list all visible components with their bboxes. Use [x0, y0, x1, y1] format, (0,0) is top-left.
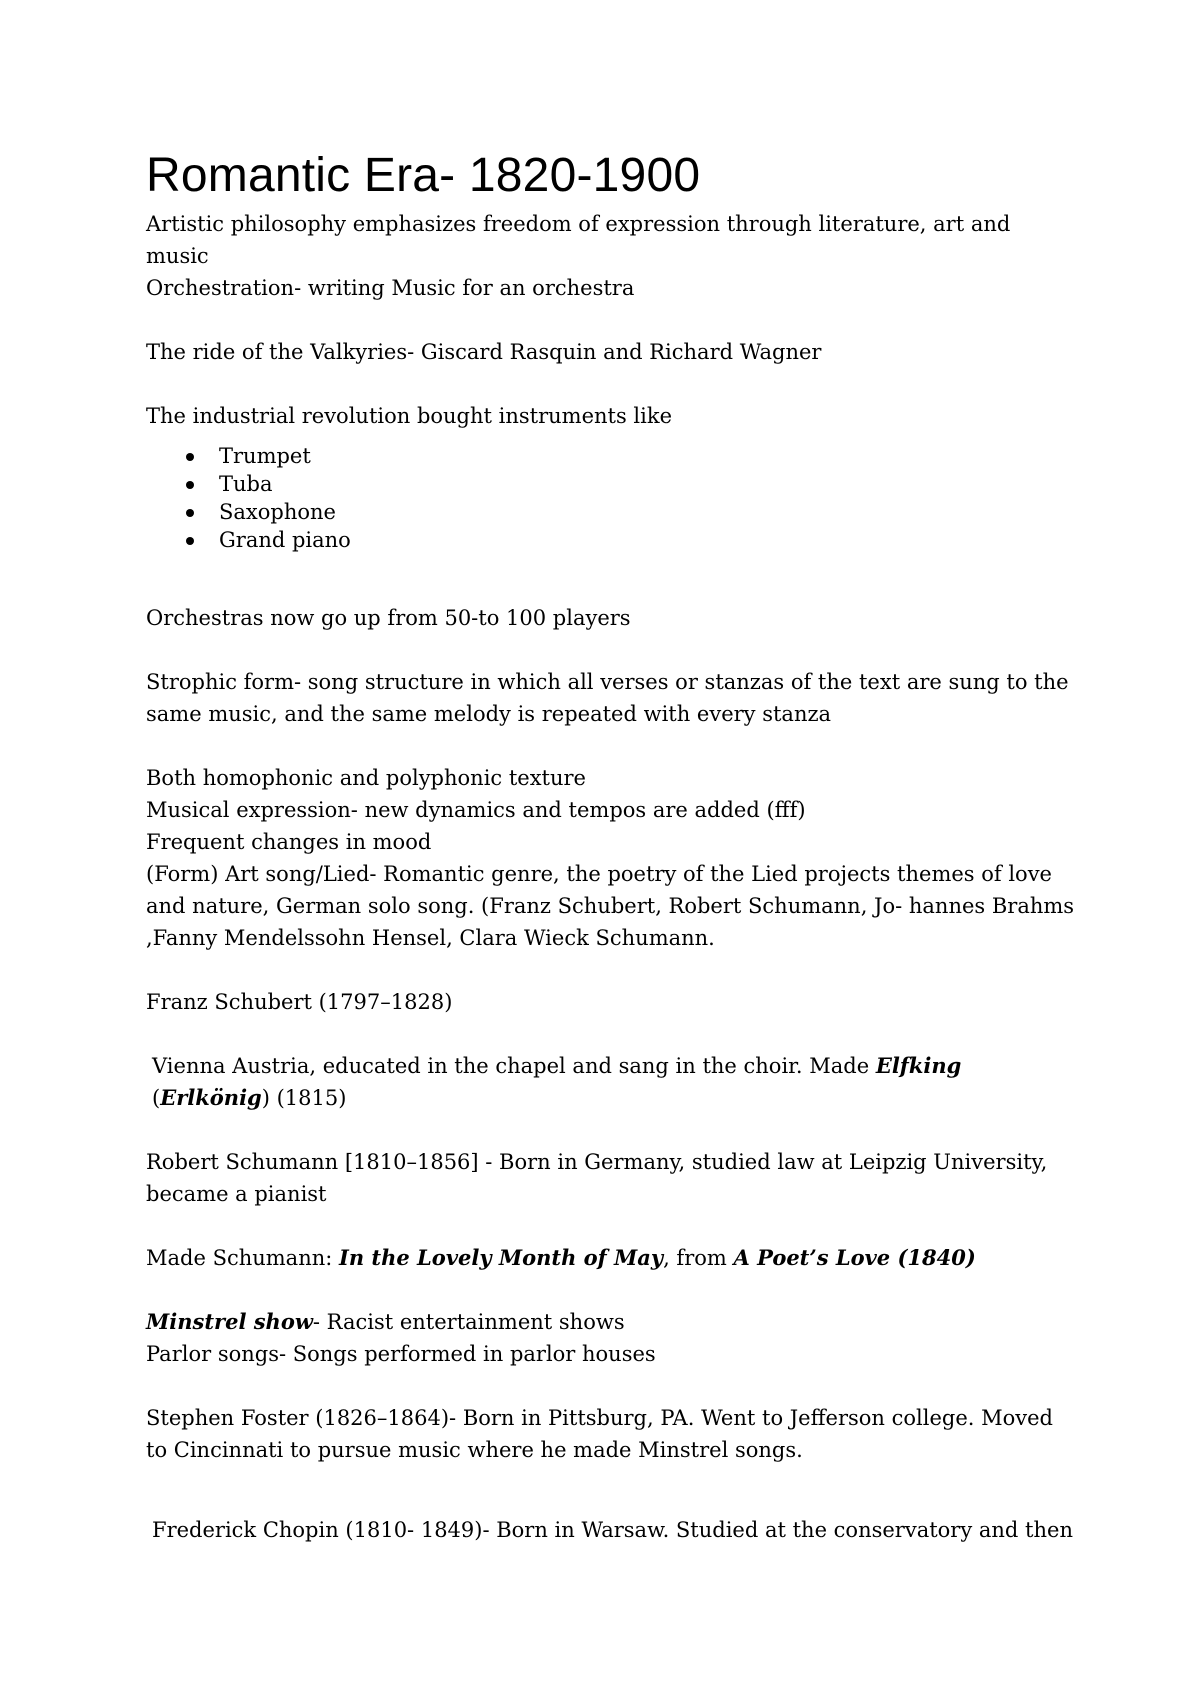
minstrel-definition: - Racist entertainment shows: [312, 1310, 625, 1334]
paragraph-texture: Both homophonic and polyphonic texture: [146, 766, 586, 790]
paragraph-chopin: Frederick Chopin (1810- 1849)- Born in Warsaw. Studied at the conservatory and then: [152, 1518, 1073, 1542]
spacer: [146, 368, 1076, 400]
spacer: [146, 304, 1076, 336]
spacer: [146, 1210, 1076, 1242]
work-title-lovely-month: In the Lovely Month of May: [339, 1245, 664, 1270]
paragraph-orchestration: Orchestration- writing Music for an orchestra: [146, 276, 635, 300]
list-item-text: Grand piano: [219, 528, 351, 552]
list-item: [146, 442, 1076, 470]
paragraph-valkyries: The ride of the Valkyries- Giscard Rasquin and Richard Wagner: [146, 340, 822, 364]
paragraph-industrial-revolution: The industrial revolution bought instruments like: [146, 404, 672, 428]
paragraph-strophic-form: Strophic form- song structure in which all verses or stanzas of the text are sung to the same music, and the same melody is repeated with every stanza: [146, 670, 1069, 726]
spacer: [146, 954, 1076, 986]
schumann-work-middle: , from: [663, 1246, 734, 1270]
spacer: [146, 1466, 1076, 1514]
paragraph-minstrel-show: [146, 1306, 1076, 1338]
work-title-elfking: Elfking: [875, 1053, 962, 1078]
instrument-list: [146, 442, 1076, 554]
list-item: [146, 470, 1076, 498]
spacer: [146, 1018, 1076, 1050]
bullet-icon: [186, 537, 194, 545]
list-item: [146, 526, 1076, 554]
paren-open: (: [152, 1086, 161, 1110]
list-item: [146, 498, 1076, 526]
paragraph-schubert-bio: [146, 1050, 1076, 1114]
spacer: [146, 634, 1076, 666]
work-title-poets-love: A Poet’s Love (1840): [733, 1245, 976, 1270]
term-minstrel-show: Minstrel show: [146, 1309, 313, 1334]
spacer: [146, 1114, 1076, 1146]
bullet-icon: [186, 481, 194, 489]
paragraph-schumann-work: [146, 1242, 1076, 1274]
paragraph-schumann-bio: Robert Schumann [1810–1856] - Born in Germany, studied law at Leipzig University, became a pianist: [146, 1150, 1048, 1206]
work-title-erlkonig: Erlkönig: [160, 1085, 262, 1110]
paragraph-musical-expression: Musical expression- new dynamics and tempos are added (fff): [146, 798, 806, 822]
paragraph-art-song-lied: (Form) Art song/Lied- Romantic genre, the poetry of the Lied projects themes of love and nature, German solo song. (Franz Schubert, Robert Schumann, Jo- hannes Brahms ,Fanny Mendelssohn Hensel, Clara Wieck Schumann.: [146, 862, 1075, 950]
paragraph-parlor-songs: Parlor songs- Songs performed in parlor houses: [146, 1342, 656, 1366]
bullet-icon: [186, 509, 194, 517]
paragraph-schubert-heading: Franz Schubert (1797–1828): [146, 990, 453, 1014]
page-title: Romantic Era- 1820-1900: [146, 149, 701, 202]
bullet-icon: [186, 453, 194, 461]
schumann-work-prefix: Made Schumann:: [146, 1246, 339, 1270]
spacer: [146, 1370, 1076, 1402]
paragraph-orchestras: Orchestras now go up from 50-to 100 players: [146, 606, 631, 630]
spacer: [146, 554, 1076, 602]
schubert-bio-text: Vienna Austria, educated in the chapel and sang in the choir. Made: [152, 1054, 876, 1078]
paragraph-stephen-foster: Stephen Foster (1826–1864)- Born in Pittsburg, PA. Went to Jefferson college. Moved to Cincinnati to pursue music where he made Minstrel songs.: [146, 1406, 1053, 1462]
document-body: [146, 146, 1076, 1546]
list-item-text: Tuba: [219, 472, 273, 496]
list-item-text: Saxophone: [219, 500, 336, 524]
list-item-text: Trumpet: [219, 444, 311, 468]
schubert-bio-year: ) (1815): [261, 1086, 347, 1110]
spacer: [146, 1274, 1076, 1306]
paragraph-artistic-philosophy: Artistic philosophy emphasizes freedom of expression through literature, art and music: [146, 212, 1011, 268]
spacer: [146, 730, 1076, 762]
paragraph-mood: Frequent changes in mood: [146, 830, 432, 854]
